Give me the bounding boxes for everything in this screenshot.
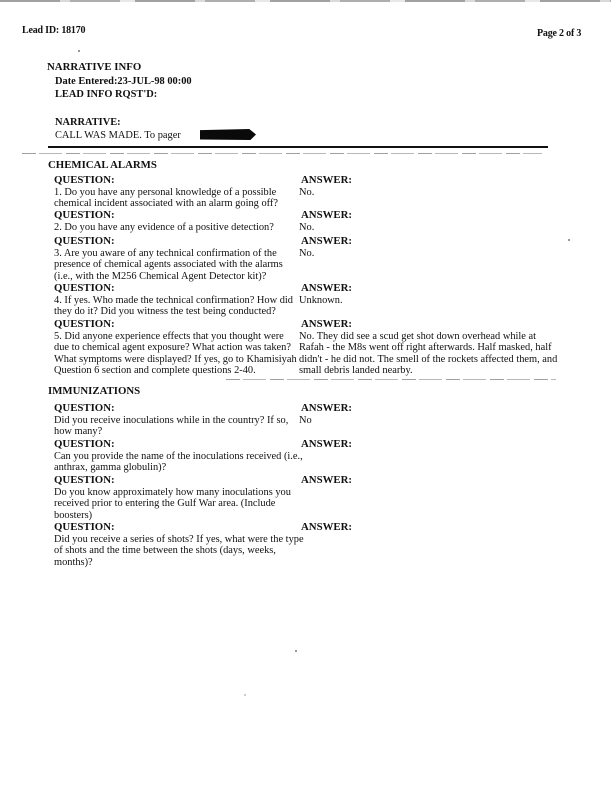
question-text: Can you provide the name of the inoculations received (i.e., anthrax, gamma globulin)?: [54, 450, 303, 474]
question-label: QUESTION:: [54, 174, 115, 186]
qa-item: [54, 236, 554, 282]
answer-label: ANSWER:: [301, 402, 352, 414]
question-text: Did you receive inoculations while in the country? If so, how many?: [54, 414, 289, 438]
scan-dotted-rule: [22, 153, 542, 154]
immunizations-heading: IMMUNIZATIONS: [48, 385, 141, 397]
answer-label: ANSWER:: [301, 474, 352, 486]
answer-text: No: [299, 414, 312, 426]
question-label: QUESTION:: [54, 402, 115, 414]
answer-text: Unknown.: [299, 294, 343, 306]
question-text: 2. Do you have any evidence of a positive detection?: [54, 221, 274, 233]
qa-item: [54, 210, 554, 233]
narrative-info-heading: NARRATIVE INFO: [47, 61, 142, 73]
question-label: QUESTION:: [54, 318, 115, 330]
lead-id: Lead ID: 18170: [22, 25, 86, 36]
question-label: QUESTION:: [54, 235, 115, 247]
chemical-alarms-heading: CHEMICAL ALARMS: [48, 159, 157, 171]
answer-label: ANSWER:: [301, 209, 352, 221]
answer-label: ANSWER:: [301, 318, 352, 330]
question-text: 1. Do you have any personal knowledge of a possible chemical incident associated with an alarm going off?: [54, 186, 278, 210]
scan-speck: [295, 650, 297, 652]
qa-item: [54, 318, 558, 377]
qa-item: [54, 283, 554, 318]
question-text: 3. Are you aware of any technical confirmation of the presence of chemical agents associated with the alarms (i.e., with the M256 Chemical Agent Detector kit)?: [54, 247, 283, 282]
redaction-mark: [200, 129, 256, 140]
qa-item: [54, 175, 554, 210]
answer-label: ANSWER:: [301, 521, 352, 533]
answer-label: ANSWER:: [301, 174, 352, 186]
question-label: QUESTION:: [54, 474, 115, 486]
qa-item: [54, 439, 554, 474]
answer-label: ANSWER:: [301, 438, 352, 450]
answer-text: No.: [299, 247, 315, 259]
answer-label: ANSWER:: [301, 235, 352, 247]
qa-item: [54, 475, 554, 521]
narrative-label: NARRATIVE:: [55, 117, 121, 128]
question-text: 5. Did anyone experience effects that you thought were due to chemical agent exposure? What action was taken? What symptoms were displayed? If yes, go to Khamisiyah Question 6 section and complete questions 2-40.: [54, 330, 297, 377]
question-label: QUESTION:: [54, 209, 115, 221]
narrative-text: CALL WAS MADE. To pager: [55, 130, 181, 141]
scan-speck: [568, 239, 570, 241]
answer-text: No.: [299, 186, 315, 198]
scan-speck: [244, 694, 246, 696]
section-divider: [48, 146, 548, 148]
question-label: QUESTION:: [54, 438, 115, 450]
scan-border-artifact: [0, 0, 611, 2]
question-label: QUESTION:: [54, 282, 115, 294]
lead-info-requested: LEAD INFO RQST'D:: [55, 89, 158, 100]
question-text: 4. If yes. Who made the technical confirmation? How did they do it? Did you witness the test being conducted?: [54, 294, 294, 318]
scan-dotted-rule: [226, 379, 556, 380]
question-label: QUESTION:: [54, 521, 115, 533]
answer-label: ANSWER:: [301, 282, 352, 294]
answer-text: No. They did see a scud get shot down overhead while at Rafah - the M8s went off right afterwards. Half masked, half didn't - he did not. The smell of the rockets affected them, and small debris landed nearby.: [299, 330, 558, 377]
scan-speck: [78, 50, 80, 52]
question-text: Did you receive a series of shots? If yes, what were the type of shots and the time between the shots (days, weeks, months)?: [54, 533, 304, 568]
qa-item: [54, 403, 554, 438]
answer-text: No.: [299, 221, 315, 233]
date-entered: Date Entered:23-JUL-98 00:00: [55, 76, 192, 87]
page-number: Page 2 of 3: [537, 28, 582, 39]
qa-item: [54, 522, 554, 568]
question-text: Do you know approximately how many inoculations you received prior to entering the Gulf War area. (Include boosters): [54, 486, 291, 521]
